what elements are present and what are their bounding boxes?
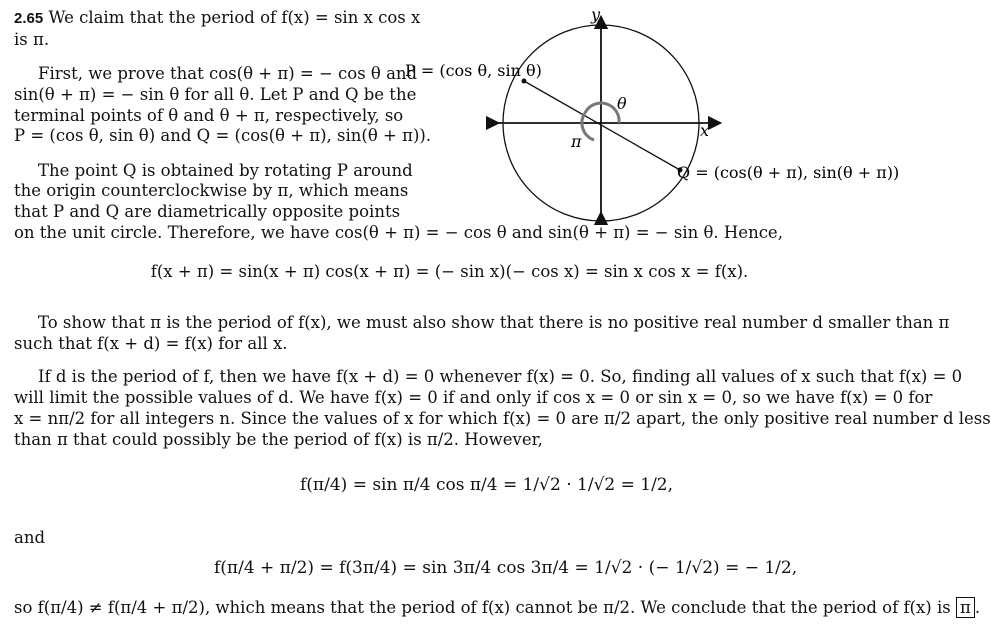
equation-2-rhs: = sin π/4 cos π/4 = 1/√2 · 1/√2 = 1/2, (352, 475, 674, 495)
and-word: and (14, 528, 46, 547)
problem-claim: We claim that the period of f(x) = sin x cos x (48, 8, 421, 27)
pi-label: π (571, 132, 582, 151)
equation-3-lhs: f(π/4 + π/2) = f(3π/4) (214, 558, 398, 578)
paragraph3-line: To show that π is the period of f(x), we must also show that there is no positive real number d smaller than π (38, 313, 950, 332)
P-label: P = (cos θ, sin θ) (405, 61, 542, 80)
y-axis-label: y (591, 5, 601, 24)
paragraph1-line: sin(θ + π) = − sin θ for all θ. Let P and Q be the (14, 85, 417, 104)
problem-statement-line2: is π. (14, 30, 50, 49)
paragraph1-line: First, we prove that cos(θ + π) = − cos θ and (38, 64, 418, 83)
paragraph4-line: than π that could possibly be the period of f(x) is π/2. However, (14, 430, 543, 449)
paragraph1-line: P = (cos θ, sin θ) and Q = (cos(θ + π), sin(θ + π)). (14, 126, 432, 145)
equation-2-lhs: f(π/4) (300, 475, 348, 495)
paragraph4-line: x = nπ/2 for all integers n. Since the values of x for which f(x) = 0 are π/2 apart, the only positive real number d less (14, 409, 991, 428)
equation-1: f(x + π) = sin(x + π) cos(x + π) = (− sin x)(− cos x) = sin x cos x = f(x). (150, 262, 749, 281)
paragraph4-line: will limit the possible values of d. We have f(x) = 0 if and only if cos x = 0 or sin x = 0, so we have f(x) = 0 for (14, 388, 933, 407)
x-axis-label: x (700, 121, 710, 140)
paragraph1-line: terminal points of θ and θ + π, respectively, so (14, 106, 404, 125)
problem-number: 2.65 (14, 10, 44, 27)
equation-2 (300, 475, 673, 495)
diameter-line (524, 81, 680, 170)
paragraph2-line: the origin counterclockwise by π, which means (14, 181, 409, 200)
theta-label: θ (617, 94, 627, 113)
conclusion-text: so f(π/4) ≠ f(π/4 + π/2), which means that the period of f(x) cannot be π/2. We conclude that the period of f(x) is (14, 598, 951, 617)
paragraph2-line: that P and Q are diametrically opposite points (14, 202, 401, 221)
equation-3 (214, 558, 797, 578)
conclusion-line (14, 598, 980, 618)
theta-arc (585, 103, 619, 123)
conclusion-period: . (974, 598, 981, 617)
paragraph2-line: on the unit circle. Therefore, we have cos(θ + π) = − cos θ and sin(θ + π) = − sin θ. Hence, (14, 223, 783, 242)
unit-circle-diagram (395, 0, 899, 230)
Q-label: Q = (cos(θ + π), sin(θ + π)) (677, 163, 900, 182)
paragraph4-line: If d is the period of f, then we have f(x + d) = 0 whenever f(x) = 0. So, finding all values of x such that f(x) = 0 (38, 367, 963, 386)
paragraph3-line: such that f(x + d) = f(x) for all x. (14, 334, 288, 353)
equation-3-rhs: = sin 3π/4 cos 3π/4 = 1/√2 · (− 1/√2) = − 1/2, (402, 558, 798, 578)
paragraph2-line: The point Q is obtained by rotating P around (38, 161, 413, 180)
problem-statement-line1 (14, 8, 420, 29)
boxed-answer: π (956, 597, 975, 618)
